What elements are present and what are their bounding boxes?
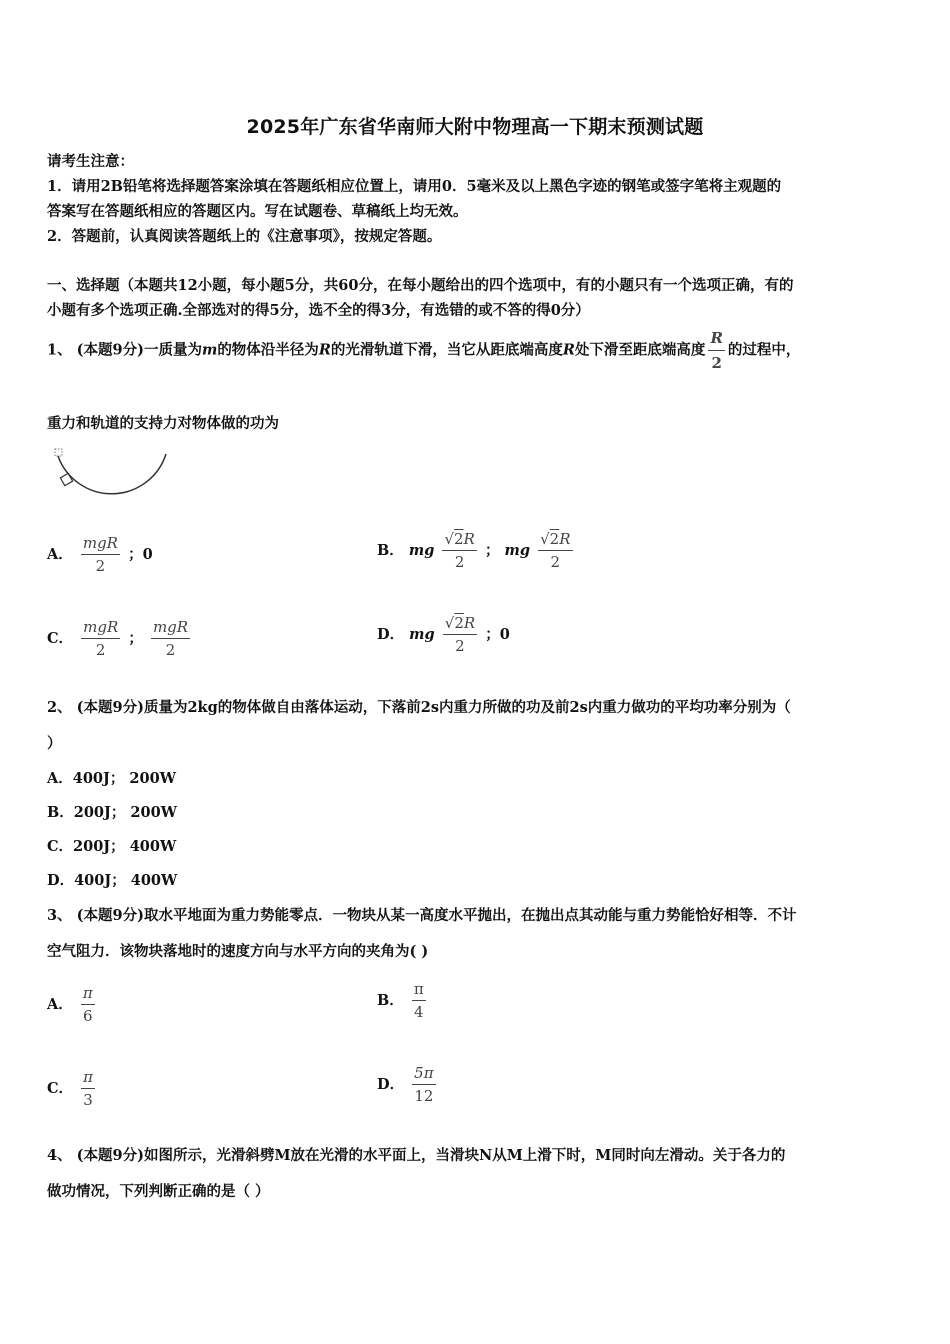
q1-text-1: 一质量为 [143,341,202,359]
fraction-mgr-over-2: $\frac{\text{mgR}}{2}$ [152,618,189,659]
q2-option-b[interactable]: B．200J； 200W [47,804,177,821]
q1-height-symbol: R [562,341,575,359]
q1-text-4: 处下滑至距底端高度 [574,341,706,359]
question-4-line-1: 4、 (本题9分)如图所示，光滑斜劈M放在光滑的水平面上，当滑块N从M上滑下时，M同时向左滑动。关于各力的 [47,1147,786,1164]
notice-line-3: 2．答题前，认真阅读答题纸上的《注意事项》，按规定答题。 [47,228,442,245]
fraction-mgr-over-2: $\frac{\text{mgR}}{2}$ [83,618,119,659]
question-4-line-2: 做功情况，下列判断正确的是（ ） [47,1183,270,1200]
q1-option-a[interactable]: A． $\frac{\text{mgR}}{2}$ ；0 [47,534,153,575]
q2-option-a[interactable]: A．400J； 200W [47,770,176,787]
section-heading-line-1: 一、选择题（本题共12小题，每小题5分，共60分，在每小题给出的四个选项中，有的小题只有一个选项正确，有的 [47,277,794,294]
q1-radius-symbol: R [318,341,331,359]
notice-line-2: 答案写在答题纸相应的答题区内。写在试题卷、草稿纸上均无效。 [47,203,468,220]
q1-text-3: 的光滑轨道下滑，当它从距底端高度 [330,341,563,359]
q3-option-a[interactable]: A． $\frac{\pi}{6}$ [47,984,93,1025]
sliding-block [60,473,72,485]
q3-option-c[interactable]: C． $\frac{\pi}{3}$ [47,1068,93,1109]
q1-option-c[interactable]: C． $\frac{\text{mgR}}{2}$ ； $\frac{\text{mgR}}{2}$ [47,618,189,659]
q1-number: 1、 [47,341,72,359]
fraction-root2-r-over-2: $\frac{√2R}{2}$ [444,614,476,655]
q3-option-d[interactable]: D． $\frac{5\pi}{12}$ [377,1064,434,1105]
question-1-line-1 [47,328,800,373]
fraction-pi-over-4: $\frac{\pi}{4}$ [413,980,424,1021]
question-2-line-1: 2、 (本题9分)质量为2kg的物体做自由落体运动，下落前2s内重力所做的功及前2s内重力做功的平均功率分别为（ [47,699,791,716]
notice-line-1: 1．请用2B铅笔将选择题答案涂填在答题纸相应位置上，请用0．5毫米及以上黑色字迹的钢笔或签字笔将主观题的 [47,178,782,195]
fraction-mgr-over-2: $\frac{\text{mgR}}{2}$ [82,534,118,575]
section-heading-line-2: 小题有多个选项正确.全部选对的得5分，选不全的得3分，有选错的或不答的得0分） [47,302,590,319]
q1-text-5: 的过程中， [727,341,801,359]
q2-option-d[interactable]: D．400J； 400W [47,872,178,889]
q1-option-b[interactable]: B． mg $\frac{√2R}{2}$ ； mg $\frac{√2R}{2}$ [377,530,571,571]
fraction-5pi-over-12: $\frac{5\pi}{12}$ [414,1064,434,1105]
q1-mass-symbol: m [201,341,218,359]
q1-fraction-r-over-2: $\frac{R}{2}$ [710,329,723,372]
fraction-root2-r-over-2: $\frac{√2R}{2}$ [540,530,571,571]
q1-text-2: 的物体沿半径为 [217,341,319,359]
page-title: 2025年广东省华南师大附中物理高一下期末预测试题 [246,116,704,138]
circular-track [58,454,166,494]
block-start-position [55,449,62,456]
question-3-line-2: 空气阻力．该物块落地时的速度方向与水平方向的夹角为( ) [47,943,429,960]
question-3-line-1: 3、 (本题9分)取水平地面为重力势能零点．一物块从某一高度水平抛出，在抛出点其动能与重力势能恰好相等．不计 [47,907,797,924]
fraction-pi-over-6: $\frac{\pi}{6}$ [82,984,93,1025]
fraction-pi-over-3: $\frac{\pi}{3}$ [83,1068,93,1109]
q1-track-diagram [50,446,175,510]
notice-heading: 请考生注意： [47,153,134,170]
q1-score: (本题9分) [76,341,144,359]
q3-option-b[interactable]: B． $\frac{\pi}{4}$ [377,980,424,1021]
fraction-root2-r-over-2: $\frac{√2R}{2}$ [444,530,475,571]
q2-option-c[interactable]: C．200J； 400W [47,838,177,855]
q1-option-d[interactable]: D． mg $\frac{√2R}{2}$ ；0 [377,614,510,655]
question-1-line-2: 重力和轨道的支持力对物体做的功为 [47,415,279,432]
question-2-line-2: ） [47,735,62,752]
